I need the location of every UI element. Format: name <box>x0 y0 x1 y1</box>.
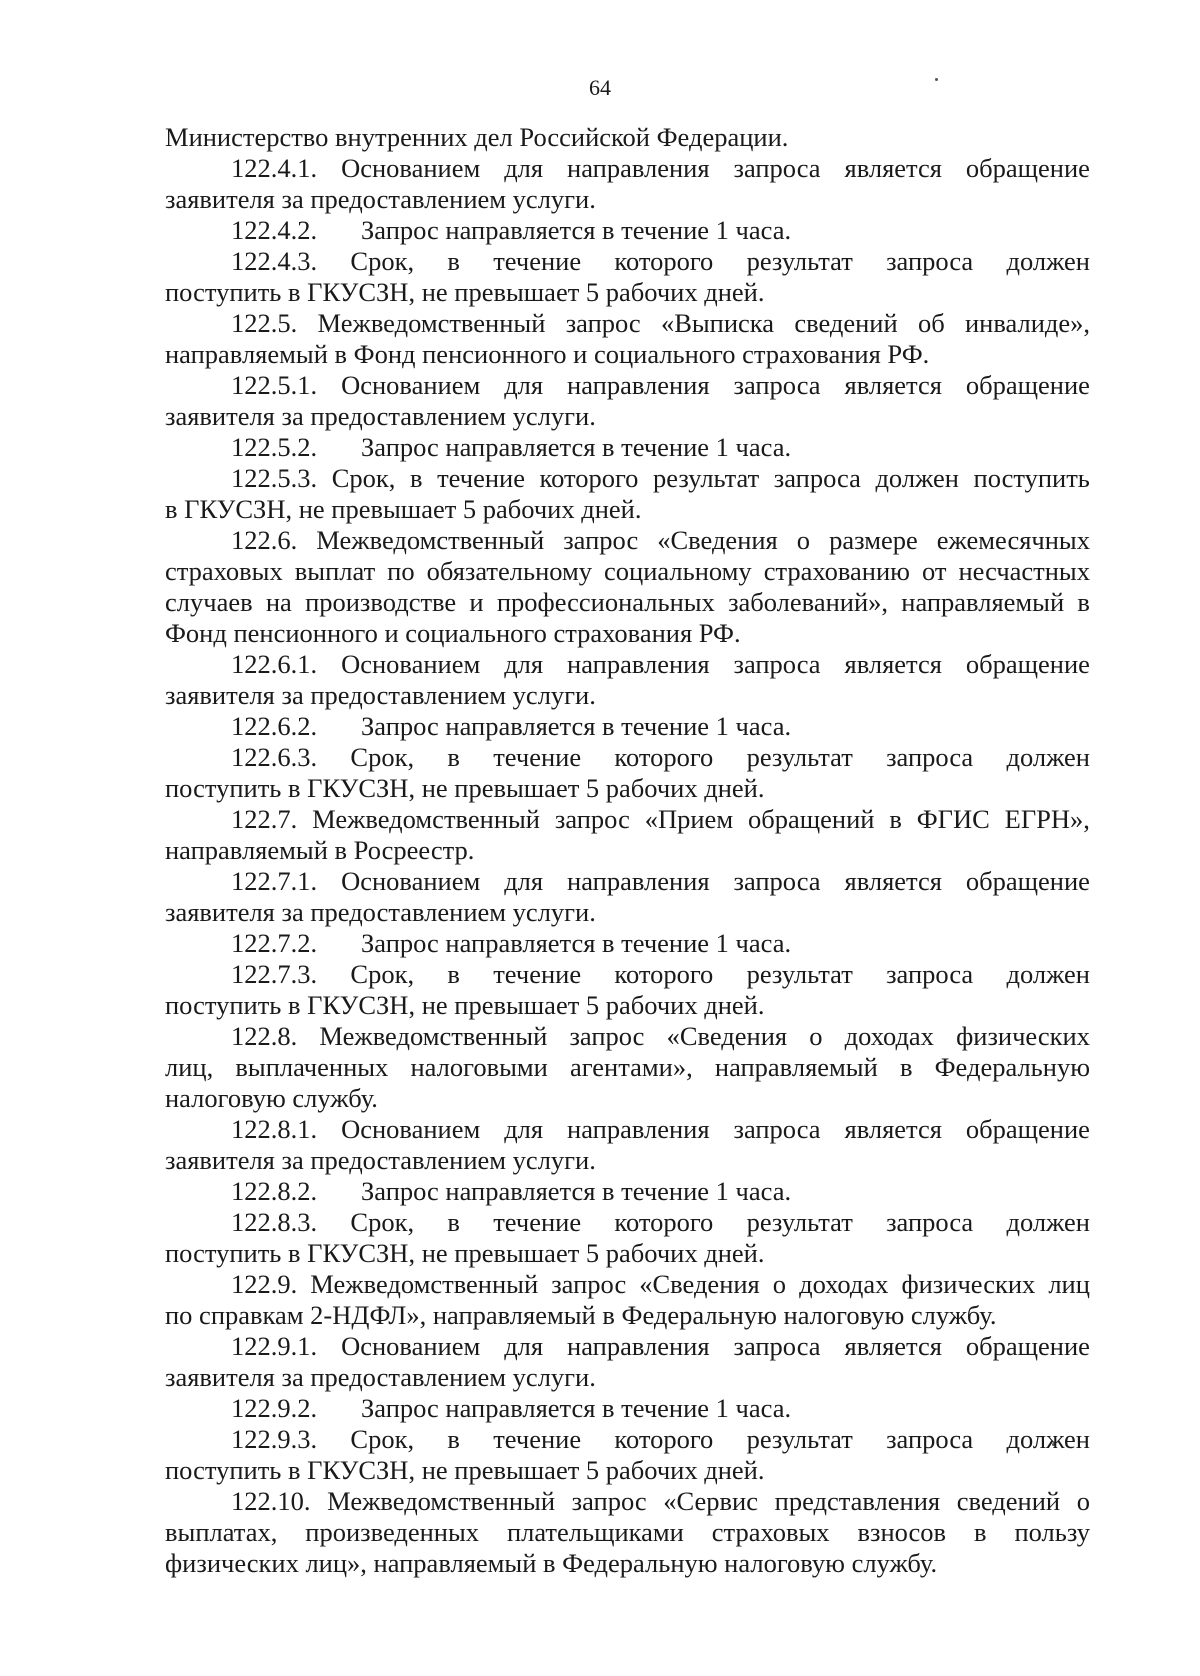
word: течение <box>493 742 582 772</box>
text-line <box>165 649 1090 680</box>
text-line <box>165 1021 1090 1052</box>
line-text: заявителя за предоставлением услуги. <box>165 401 596 431</box>
word: обращение <box>965 649 1090 679</box>
word: обращение <box>965 1114 1090 1144</box>
word: в <box>899 1052 913 1082</box>
line-text: Запрос направляется в течение 1 часа. <box>361 711 792 741</box>
word: результат <box>746 959 853 989</box>
word: в <box>974 1517 987 1547</box>
word: является <box>844 370 942 400</box>
word: страховых <box>165 556 283 586</box>
line-text: направляемый в Росреестр. <box>165 835 475 865</box>
line-text: поступить в ГКУСЗН, не превышает 5 рабочих дней. <box>165 1238 765 1268</box>
line-text: налоговую службу. <box>165 1083 378 1113</box>
word: должен <box>875 463 959 493</box>
word: «Сведения <box>657 525 778 555</box>
text-line <box>165 773 1090 804</box>
text-line <box>165 432 1090 463</box>
word: является <box>844 866 942 896</box>
word: является <box>844 649 942 679</box>
text-line <box>165 153 1090 184</box>
line-text: в ГКУСЗН, не превышает 5 рабочих дней. <box>165 494 642 524</box>
word: страховых <box>711 1517 830 1547</box>
clause-number: 122.6.1. <box>231 649 318 679</box>
text-line <box>165 680 1090 711</box>
word: Основанием <box>341 866 481 896</box>
line-text: Запрос направляется в течение 1 часа. <box>361 928 792 958</box>
word: лиц, <box>165 1052 214 1082</box>
line-text: поступить в ГКУСЗН, не превышает 5 рабочих дней. <box>165 990 765 1020</box>
word: направления <box>567 370 710 400</box>
word: является <box>844 1114 942 1144</box>
line-text: физических лиц», направляемый в Федеральную налоговую службу. <box>165 1548 938 1578</box>
text-line <box>165 804 1090 835</box>
text-line <box>165 866 1090 897</box>
text-line <box>165 1145 1090 1176</box>
word: которого <box>614 246 714 276</box>
line-text: поступить в ГКУСЗН, не превышает 5 рабочих дней. <box>165 773 765 803</box>
text-line <box>165 1548 1090 1579</box>
word: Основанием <box>341 153 481 183</box>
text-line <box>165 1176 1090 1207</box>
word: от <box>921 556 947 586</box>
word: выплат <box>294 556 376 586</box>
word: направления <box>567 649 710 679</box>
clause-number: 122.7.3. <box>231 959 318 989</box>
word: должен <box>1006 1424 1090 1454</box>
word: запроса <box>886 1207 974 1237</box>
text-line <box>165 277 1090 308</box>
text-line <box>165 184 1090 215</box>
word: Межведомственный <box>312 804 540 834</box>
clause-number: 122.5.2. <box>231 432 318 462</box>
word: для <box>504 866 544 896</box>
word: запроса <box>773 463 861 493</box>
word: «Выписка <box>660 308 775 338</box>
word: 122.7. <box>231 804 298 834</box>
clause-number: 122.9.1. <box>231 1331 318 1361</box>
word: Основанием <box>341 1331 481 1361</box>
text-line <box>165 1207 1090 1238</box>
text-line <box>165 1486 1090 1517</box>
word: которого <box>539 463 639 493</box>
word: является <box>844 1331 942 1361</box>
text-line <box>165 339 1090 370</box>
word: запроса <box>733 370 821 400</box>
word: запрос <box>554 804 630 834</box>
clause-number: 122.8.3. <box>231 1207 318 1237</box>
line-text: направляемый в Фонд пенсионного и социального страхования РФ. <box>165 339 930 369</box>
word: запроса <box>886 1424 974 1454</box>
word: должен <box>1006 1207 1090 1237</box>
text-line <box>165 1238 1090 1269</box>
word: профессиональных <box>496 587 715 617</box>
clause-number: 122.4.3. <box>231 246 318 276</box>
text-line <box>165 215 1090 246</box>
line-text: заявителя за предоставлением услуги. <box>165 184 596 214</box>
word: Срок, <box>350 742 415 772</box>
text-line <box>165 1269 1090 1300</box>
word: Межведомственный <box>310 1269 539 1299</box>
text-line <box>165 1114 1090 1145</box>
word: плательщиками <box>506 1517 684 1547</box>
word: о <box>809 1021 823 1051</box>
word: запроса <box>733 1331 821 1361</box>
text-line <box>165 463 1090 494</box>
word: сведений <box>956 1486 1061 1516</box>
word: «Сведения <box>639 1269 760 1299</box>
word: направления <box>567 1331 710 1361</box>
word: результат <box>746 742 853 772</box>
word: должен <box>1006 959 1090 989</box>
word: в <box>447 959 460 989</box>
word: Срок, <box>350 1424 415 1454</box>
word: для <box>504 649 544 679</box>
word: обращение <box>965 370 1090 400</box>
word: Срок, <box>350 246 415 276</box>
clause-number: 122.5.3. <box>231 463 318 493</box>
clause-number: 122.8. <box>231 1021 298 1051</box>
line-text: по справкам 2-НДФЛ», направляемый в Федеральную налоговую службу. <box>165 1300 997 1330</box>
line-text: заявителя за предоставлением услуги. <box>165 1145 596 1175</box>
word: является <box>844 153 942 183</box>
word: «Прием <box>644 804 734 834</box>
word: направления <box>567 866 710 896</box>
word: Срок, <box>331 463 396 493</box>
word: для <box>504 1331 544 1361</box>
word: должен <box>1006 246 1090 276</box>
word: производстве <box>305 587 457 617</box>
word: запрос <box>565 308 641 338</box>
word: «Сведения <box>666 1021 788 1051</box>
text-line <box>165 1331 1090 1362</box>
word: в <box>447 1424 460 1454</box>
scan-speck <box>935 78 938 81</box>
word: обращение <box>965 153 1090 183</box>
word: течение <box>493 1207 582 1237</box>
text-line <box>165 742 1090 773</box>
word: налоговыми <box>410 1052 548 1082</box>
word: результат <box>746 246 853 276</box>
text-line <box>165 928 1090 959</box>
line-text: Фонд пенсионного и социального страхования РФ. <box>165 618 741 648</box>
word: выплаченных <box>235 1052 389 1082</box>
word: направляемый <box>901 587 1065 617</box>
text-line <box>165 1393 1090 1424</box>
word: которого <box>614 742 714 772</box>
word: обращение <box>965 866 1090 896</box>
word: ежемесячных <box>936 525 1090 555</box>
word: Межведомственный <box>317 308 546 338</box>
text-line <box>165 246 1090 277</box>
word: в <box>889 804 902 834</box>
word: «Сервис <box>663 1486 758 1516</box>
word: обращений <box>747 804 875 834</box>
word: доходах <box>799 1269 889 1299</box>
word: размере <box>829 525 918 555</box>
word: должен <box>1006 742 1090 772</box>
word: случаев <box>165 587 253 617</box>
word: Основанием <box>341 649 481 679</box>
word: запроса <box>733 866 821 896</box>
line-text: заявителя за предоставлением услуги. <box>165 680 596 710</box>
word: запрос <box>563 525 639 555</box>
text-line <box>165 959 1090 990</box>
word: доходах <box>844 1021 934 1051</box>
word: в <box>447 1207 460 1237</box>
word: запроса <box>886 246 974 276</box>
word: запрос <box>571 1486 647 1516</box>
clause-number: 122.5.1. <box>231 370 318 400</box>
word: Срок, <box>350 959 415 989</box>
line-text: заявителя за предоставлением услуги. <box>165 1362 596 1392</box>
word: течение <box>493 959 582 989</box>
word: направления <box>567 1114 710 1144</box>
word: для <box>504 370 544 400</box>
word: для <box>504 1114 544 1144</box>
line-text: заявителя за предоставлением услуги. <box>165 897 596 927</box>
word: ЕГРН», <box>1004 804 1090 834</box>
text-line <box>165 1083 1090 1114</box>
text-line <box>165 897 1090 928</box>
word: об <box>917 308 945 338</box>
word: сведений <box>794 308 898 338</box>
clause-number: 122.7.1. <box>231 866 318 896</box>
word: обязательному <box>426 556 593 586</box>
line-text: Запрос направляется в течение 1 часа. <box>361 432 792 462</box>
word: агентами», <box>570 1052 693 1082</box>
word: и <box>469 587 484 617</box>
word: которого <box>614 1424 714 1454</box>
text-line <box>165 1455 1090 1486</box>
clause-number: 122.7.2. <box>231 928 318 958</box>
word: по <box>387 556 415 586</box>
word: на <box>265 587 292 617</box>
word: результат <box>746 1207 853 1237</box>
word: Основанием <box>341 370 481 400</box>
word: произведенных <box>305 1517 480 1547</box>
text-line <box>165 556 1090 587</box>
word: несчастных <box>958 556 1090 586</box>
word: в <box>1077 587 1090 617</box>
word: в <box>447 246 460 276</box>
word: Федеральную <box>934 1052 1090 1082</box>
line-text: поступить в ГКУСЗН, не превышает 5 рабочих дней. <box>165 1455 765 1485</box>
word: выплатах, <box>165 1517 278 1547</box>
word: ФГИС <box>916 804 990 834</box>
text-line <box>165 370 1090 401</box>
clause-number: 122.9.2. <box>231 1393 318 1423</box>
word: страхованию <box>763 556 910 586</box>
word: направления <box>567 153 710 183</box>
word: заболеваний», <box>728 587 889 617</box>
word: течение <box>493 246 582 276</box>
word: Межведомственный <box>316 525 545 555</box>
word: физических <box>956 1021 1090 1051</box>
word: которого <box>614 1207 714 1237</box>
text-line <box>165 1424 1090 1455</box>
clause-number: 122.8.2. <box>231 1176 318 1206</box>
text-line <box>165 1052 1090 1083</box>
clause-number: 122.8.1. <box>231 1114 318 1144</box>
word: физических <box>901 1269 1036 1299</box>
word: о <box>772 1269 787 1299</box>
word: направляемый <box>714 1052 878 1082</box>
word: Межведомственный <box>319 1021 548 1051</box>
text-line <box>165 711 1090 742</box>
word: запроса <box>886 959 974 989</box>
line-text: поступить в ГКУСЗН, не превышает 5 рабочих дней. <box>165 277 765 307</box>
word: инвалиде», <box>964 308 1090 338</box>
word: Срок, <box>350 1207 415 1237</box>
text-line <box>165 401 1090 432</box>
text-line <box>165 1517 1090 1548</box>
clause-number: 122.9.3. <box>231 1424 318 1454</box>
word: 122.10. <box>231 1486 311 1516</box>
word: течение <box>493 1424 582 1454</box>
clause-number: 122.4.2. <box>231 215 318 245</box>
line-text: Запрос направляется в течение 1 часа. <box>361 1393 792 1423</box>
word: 122.6. <box>231 525 298 555</box>
text-line <box>165 1362 1090 1393</box>
word: запрос <box>551 1269 627 1299</box>
text-line <box>165 525 1090 556</box>
clause-number: 122.6.2. <box>231 711 318 741</box>
word: 122.9. <box>231 1269 298 1299</box>
word: Основанием <box>341 1114 481 1144</box>
word: в <box>447 742 460 772</box>
word: в <box>409 463 423 493</box>
document-body <box>165 122 1090 1579</box>
text-line <box>165 122 1090 153</box>
word: о <box>1076 1486 1090 1516</box>
word: Межведомственный <box>327 1486 556 1516</box>
word: течение <box>437 463 525 493</box>
word: запроса <box>886 742 974 772</box>
word: 122.5. <box>231 308 298 338</box>
clause-number: 122.6.3. <box>231 742 318 772</box>
text-line <box>165 990 1090 1021</box>
word: обращение <box>965 1331 1090 1361</box>
line-text: Запрос направляется в течение 1 часа. <box>361 1176 792 1206</box>
word: запроса <box>733 153 821 183</box>
word: запрос <box>569 1021 645 1051</box>
line-text: Запрос направляется в течение 1 часа. <box>361 215 792 245</box>
word: пользу <box>1014 1517 1090 1547</box>
text-line <box>165 587 1090 618</box>
text-line <box>165 618 1090 649</box>
text-line <box>165 835 1090 866</box>
word: социальному <box>604 556 752 586</box>
clause-number: 122.4.1. <box>231 153 318 183</box>
word: для <box>504 153 544 183</box>
word: результат <box>653 463 760 493</box>
page-number: 64 <box>589 75 611 100</box>
word: поступить <box>973 463 1090 493</box>
word: о <box>796 525 811 555</box>
word: лиц <box>1048 1269 1090 1299</box>
line-text: Министерство внутренних дел Российской Федерации. <box>165 122 789 152</box>
word: представления <box>774 1486 941 1516</box>
word: запроса <box>733 649 821 679</box>
text-line <box>165 1300 1090 1331</box>
word: запроса <box>733 1114 821 1144</box>
word: которого <box>614 959 714 989</box>
word: взносов <box>857 1517 947 1547</box>
word: результат <box>746 1424 853 1454</box>
text-line <box>165 308 1090 339</box>
text-line <box>165 494 1090 525</box>
